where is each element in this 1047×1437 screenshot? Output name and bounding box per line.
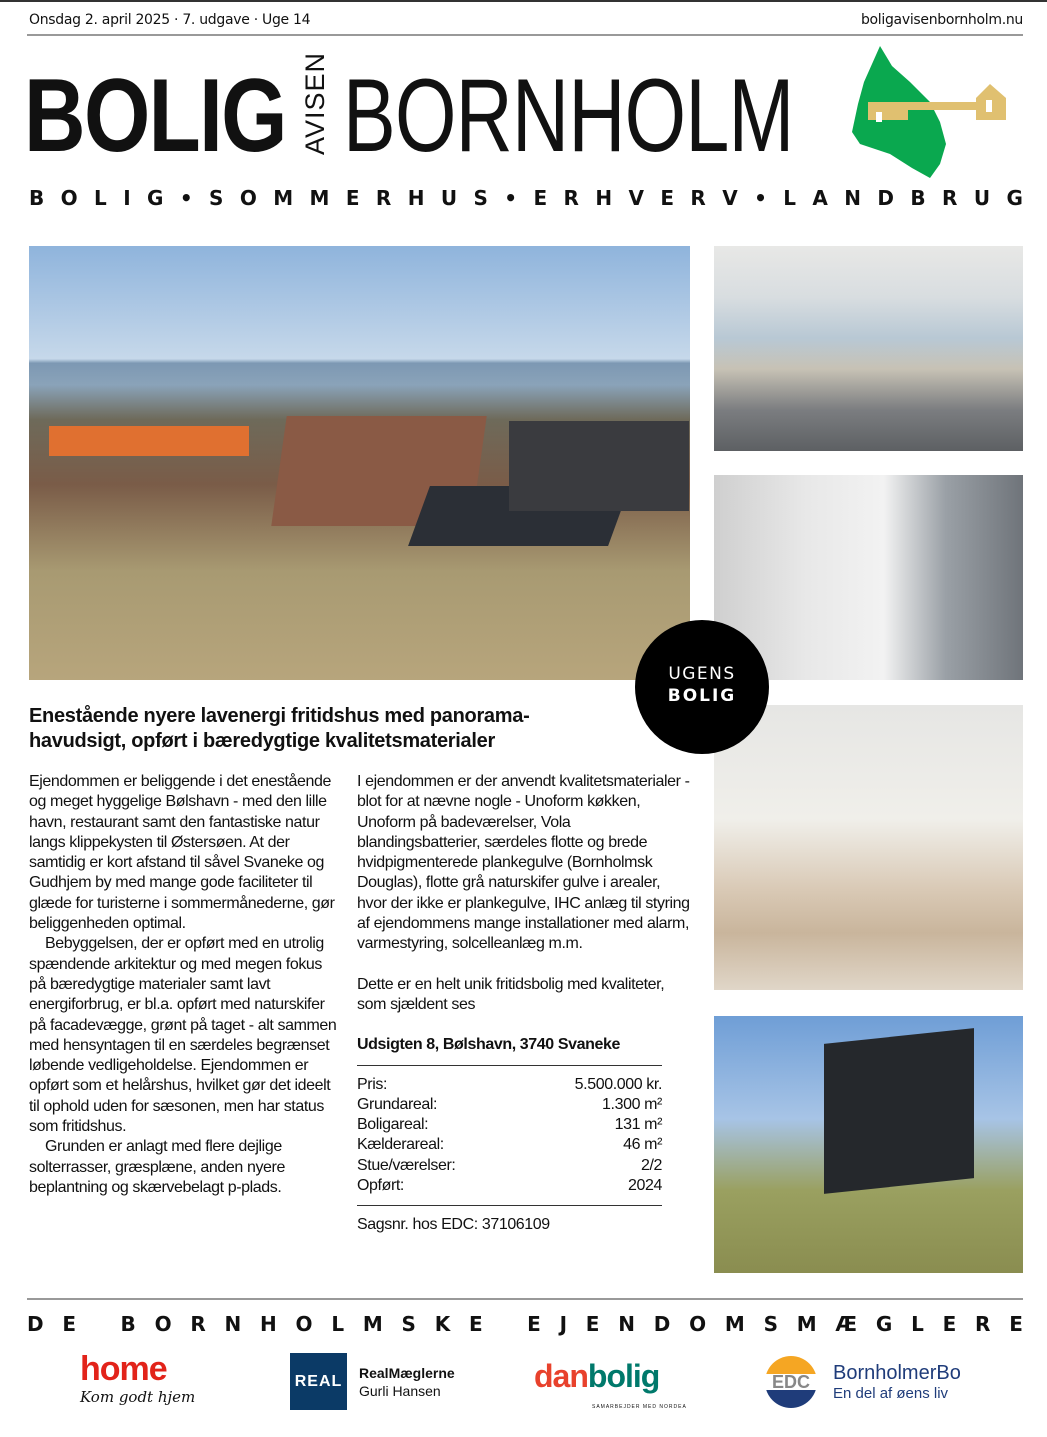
section-letter: • xyxy=(179,186,193,210)
badge-line1: UGENS xyxy=(668,664,736,684)
section-letter: E xyxy=(345,186,360,210)
photo-kitchen-dining xyxy=(714,246,1023,451)
section-letter: V xyxy=(628,186,644,210)
section-letter: M xyxy=(273,186,294,210)
section-letter: N xyxy=(844,186,862,210)
heading-letter: M xyxy=(796,1312,817,1336)
section-letter: U xyxy=(440,186,458,210)
article-column-2 xyxy=(357,772,691,1236)
heading-letter: R xyxy=(190,1312,206,1336)
heading-letter: D xyxy=(653,1312,671,1336)
section-letter: E xyxy=(660,186,674,210)
spec-label: Grundareal: xyxy=(357,1095,438,1113)
heading-letter: D xyxy=(27,1312,44,1336)
section-letter: H xyxy=(595,186,613,210)
section-letter: S xyxy=(473,186,488,210)
ugens-bolig-badge xyxy=(635,620,769,754)
spec-value: 5.500.000 kr. xyxy=(574,1075,662,1093)
home-tagline: Kom godt hjem xyxy=(80,1388,196,1406)
heading-letter: H xyxy=(260,1312,277,1336)
article-headline xyxy=(29,704,629,754)
paragraph: I ejendommen er der anvendt kvalitetsmaterialer - blot for at nævne nogle - Unoform køkken, Unoform på badeværelser, Vola blandingsbatterier, særdeles flotte og brede hvidpigmenterede plankegulve (Bornholmsk Douglas), flotte grå naturskifer gulve i arealer, hvor der ikke er plankegulve, IHC anlæg til styring af ejendommens mange installationer med alarm, varmestyring, solcelleanlæg m.m. xyxy=(357,773,690,953)
headline-line: havudsigt, opført i bæredygtige kvalitetsmaterialer xyxy=(29,730,495,752)
spec-row xyxy=(357,1095,662,1115)
property-address: Udsigten 8, Bølshavn, 3740 Svaneke xyxy=(357,1036,620,1054)
section-letter: • xyxy=(754,186,767,210)
spec-value: 46 m² xyxy=(623,1136,662,1154)
spec-row xyxy=(357,1156,662,1176)
masthead-avisen: AVISEN xyxy=(300,51,330,155)
heading-letter: N xyxy=(224,1312,242,1336)
heading-letter xyxy=(501,1312,508,1336)
heading-letter: E xyxy=(62,1312,77,1336)
heading-letter: J xyxy=(559,1312,568,1336)
paragraph: Grunden er anlagt med flere dejlige solterrasser, græsplæne, anden nyere beplantning og skærvebelagt p-plads. xyxy=(29,1138,285,1196)
spec-row xyxy=(357,1135,662,1155)
spec-value: 2024 xyxy=(628,1177,662,1195)
spec-label: Pris: xyxy=(357,1075,388,1093)
section-letter: U xyxy=(973,186,991,210)
spec-value: 131 m² xyxy=(614,1116,662,1134)
brokers-heading xyxy=(27,1312,1023,1336)
masthead-bornholm: BORNHOLM xyxy=(343,58,794,174)
heading-letter: E xyxy=(468,1312,483,1336)
headline-line: Enestående nyere lavenergi fritidshus med panorama- xyxy=(29,705,530,727)
divider xyxy=(357,1205,662,1206)
section-letter: G xyxy=(1006,186,1023,210)
section-letter: R xyxy=(942,186,958,210)
section-letter: R xyxy=(375,186,392,210)
heading-letter: R xyxy=(975,1312,991,1336)
heading-letter: O xyxy=(295,1312,313,1336)
spec-label: Boligareal: xyxy=(357,1116,429,1134)
heading-letter: G xyxy=(875,1312,893,1336)
section-letter: V xyxy=(722,186,738,210)
section-letter: A xyxy=(812,186,828,210)
section-letter: B xyxy=(29,186,45,210)
article-column-1 xyxy=(29,772,337,1198)
website[interactable]: boligavisenbornholm.nu xyxy=(860,12,1023,28)
home-logo[interactable] xyxy=(80,1352,195,1406)
real-mark: REAL xyxy=(290,1353,347,1410)
paragraph: Bebyggelsen, der er opført med en utrolig spændende arkitektur og med megen fokus på bæredygtige materialer samt lavt energiforbrug, er bl.a. opført med naturskifer på facadevægge, grønt på taget - alt sammen med hensyntagen til en særdeles begrænset løbende vedligeholdelse. Ejendommen er opført som et helårshus, hvilket gør det ideelt til ophold uden for sæsonen, men har status som fritidshus. xyxy=(29,935,337,1136)
heading-letter: N xyxy=(618,1312,635,1336)
spec-row xyxy=(357,1115,662,1135)
divider xyxy=(27,1298,1023,1300)
section-letter: D xyxy=(877,186,895,210)
section-letter: O xyxy=(239,186,257,210)
section-letter: L xyxy=(94,186,107,210)
dateline: Onsdag 2. april 2025 · 7. udgave · Uge 14 xyxy=(29,12,311,28)
danbolig-logo[interactable] xyxy=(534,1360,687,1410)
spec-row xyxy=(357,1176,662,1196)
heading-letter: M xyxy=(724,1312,745,1336)
photo-house-exterior xyxy=(714,1016,1023,1273)
top-border xyxy=(0,0,1047,2)
heading-letter: M xyxy=(362,1312,383,1336)
section-letter: S xyxy=(209,186,224,210)
section-letter: I xyxy=(123,186,131,210)
badge-line2: BOLIG xyxy=(667,686,737,706)
section-letter: G xyxy=(147,186,164,210)
heading-letter xyxy=(95,1312,102,1336)
section-letter: H xyxy=(407,186,425,210)
danbolig-dan: dan xyxy=(534,1358,588,1394)
edc-subtitle: En del af øens liv xyxy=(833,1385,949,1402)
divider xyxy=(27,34,1023,36)
spec-row xyxy=(357,1075,662,1095)
heading-letter: L xyxy=(331,1312,345,1336)
spec-value: 2/2 xyxy=(640,1156,662,1174)
case-number: Sagsnr. hos EDC: 37106109 xyxy=(357,1216,550,1234)
heading-letter: S xyxy=(763,1312,778,1336)
home-name: home xyxy=(80,1350,167,1388)
heading-letter: S xyxy=(401,1312,416,1336)
photo-living-room xyxy=(714,705,1023,990)
real-subtitle: Gurli Hansen xyxy=(359,1382,441,1399)
edc-mark: EDC xyxy=(765,1356,817,1408)
danbolig-bolig: bolig xyxy=(587,1358,660,1394)
real-title: RealMæglerne xyxy=(359,1364,455,1381)
edc-bornholmerbo-logo[interactable] xyxy=(765,1356,961,1408)
section-letter: R xyxy=(563,186,579,210)
realmaeglerne-logo[interactable] xyxy=(290,1353,455,1410)
heading-letter: E xyxy=(527,1312,541,1336)
section-letter: O xyxy=(60,186,78,210)
heading-letter: Æ xyxy=(835,1312,858,1336)
paragraph: Dette er en helt unik fritidsbolig med kvaliteter, som sjældent ses xyxy=(357,975,665,1013)
divider xyxy=(357,1065,662,1066)
section-letter: R xyxy=(690,186,706,210)
masthead-bolig: BOLIG xyxy=(24,58,286,174)
section-letter: • xyxy=(504,186,518,210)
heading-letter: E xyxy=(942,1312,957,1336)
paragraph: Ejendommen er beliggende i det enestående og meget hyggelige Bølshavn - med den lille havn, restaurant samt den fantastiske natur langs klippekysten til Østersøen. At der samtidig er kort afstand til såvel Svaneke og Gudhjem by med mange gode faciliteter til glæde for turisterne i sommermånederne, gør beliggenheden optimal. xyxy=(29,773,335,933)
section-letter: E xyxy=(533,186,548,210)
section-letter: B xyxy=(910,186,926,210)
spec-label: Kælderareal: xyxy=(357,1136,444,1154)
heading-letter: O xyxy=(154,1312,172,1336)
section-nav xyxy=(29,186,1023,210)
spec-label: Opført: xyxy=(357,1177,404,1195)
heading-letter: E xyxy=(585,1312,600,1336)
bornholm-key-logo xyxy=(850,44,1010,180)
danbolig-tagline: SAMARBEJDER MED NORDEA xyxy=(592,1404,687,1410)
main-photo-aerial-house xyxy=(29,246,690,680)
photo-bathroom xyxy=(714,475,1023,680)
section-letter: L xyxy=(783,186,796,210)
heading-letter: E xyxy=(1009,1312,1023,1336)
spec-value: 1.300 m² xyxy=(602,1095,662,1113)
spec-table xyxy=(357,1075,662,1197)
spec-label: Stue/værelser: xyxy=(357,1156,456,1174)
edc-title: BornholmerBo xyxy=(833,1362,961,1384)
heading-letter: O xyxy=(689,1312,707,1336)
section-letter: M xyxy=(309,186,330,210)
heading-letter: B xyxy=(120,1312,136,1336)
heading-letter: L xyxy=(911,1312,924,1336)
heading-letter: K xyxy=(434,1312,451,1336)
